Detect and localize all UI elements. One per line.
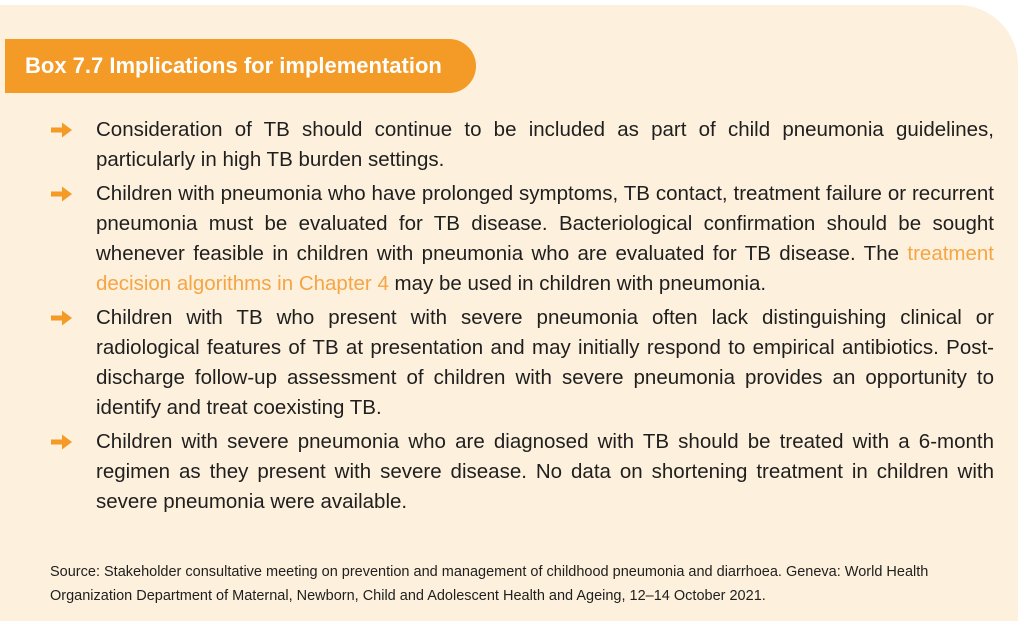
- arrow-right-icon: [50, 433, 74, 451]
- implications-box: [0, 5, 1018, 621]
- chapter-4-algorithms-link[interactable]: treatment decision algorithms in Chapter 4: [96, 242, 994, 295]
- arrow-right-icon: [50, 185, 74, 203]
- arrow-right-icon: [50, 309, 74, 327]
- bullet-text: Children with pneumonia who have prolonged symptoms, TB contact, treatment failure or recurrent pneumonia must be evaluated for TB disease. Bacteriological confirmation should be sought whenever feasible in children with pneumonia who are evaluated for TB disease. The: [96, 182, 994, 265]
- source-note: Source: Stakeholder consultative meeting on prevention and management of childhood pneumonia and diarrhoea. Geneva: World Health Organization Department of Maternal, Newborn, Child and Adolescent Health and Ageing, 12–14 October 2021.: [50, 564, 929, 604]
- bullet-text: Consideration of TB should continue to be included as part of child pneumonia guidelines, particularly in high TB burden settings.: [96, 118, 994, 171]
- bullet-item: [50, 179, 994, 299]
- box-title: Box 7.7 Implications for implementation: [5, 39, 476, 93]
- bullet-text: Children with severe pneumonia who are diagnosed with TB should be treated with a 6-month regimen as they present with severe disease. No data on shortening treatment in children with severe pneumonia were available.: [96, 430, 994, 513]
- bullet-item: [50, 427, 994, 517]
- bullet-item: [50, 115, 994, 175]
- bullet-item: [50, 303, 994, 423]
- arrow-right-icon: [50, 121, 74, 139]
- bullet-list: [50, 115, 994, 521]
- bullet-text: Children with TB who present with severe pneumonia often lack distinguishing clinical or radiological features of TB at presentation and may initially respond to empirical antibiotics. Post-discharge follow-up assessment of children with severe pneumonia provides an opportunity to identify and treat coexisting TB.: [96, 306, 994, 419]
- bullet-text: may be used in children with pneumonia.: [388, 272, 767, 295]
